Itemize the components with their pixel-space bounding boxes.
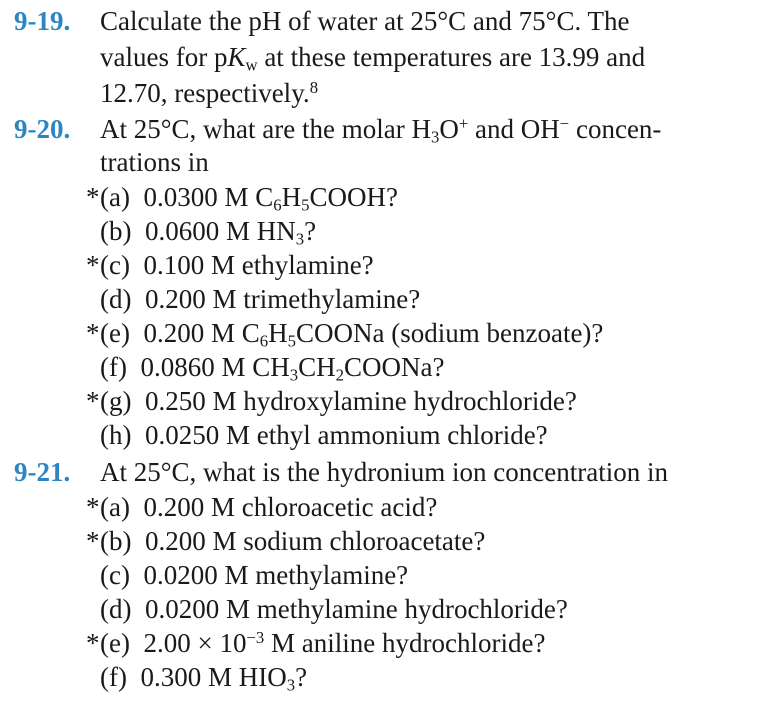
- problem-number: 9-21.: [14, 457, 71, 487]
- problem-number: 9-20.: [14, 114, 71, 144]
- footnote-ref: 8: [309, 77, 319, 97]
- problem-number: 9-19.: [14, 6, 71, 36]
- problem-text: At 25°C, what is the hydronium ion concentration in: [100, 457, 668, 487]
- textbook-page: 9-19. Calculate the pH of water at 25°C and 75°C. The values for $pK_w$ at these temperatures are 13.99 and 12.70, respectively.$^8$ 9-20. At 25°C, what are the molar $H_3O^+$ and OH− concen- trations in * (a) 0.0300 M $C_6H_5COOH$? (b) 0.0600 M $HN_3$? * (c) 0.100 M ethylamine? (d) 0.200 M trimethylamine? * (e) 0.200 M $C_6H_5COONa$ (sodium benzoate)? (f) 0.0860 M $CH_3CH_2COONa$? * (g) 0.250 M hydroxylamine hydrochloride? (h) 0.0250 M ethyl ammonium chloride? 9-21. At 25°C, what is the hydronium ion concentration in * (a) 0.200 M chloroacetic acid? * (b) 0.200 M sodium chloroacetate? (c) 0.0200 M methylamine? (d) 0.0200 M methylamine hydrochloride? * (e) $2.00 \times 10^{-3}$ M aniline hydrochloride? (f) 0.300 M $HIO_3$?: [14, 6, 668, 695]
- problem-text: Calculate the pH of water at 25°C and 75°C. The: [100, 6, 630, 36]
